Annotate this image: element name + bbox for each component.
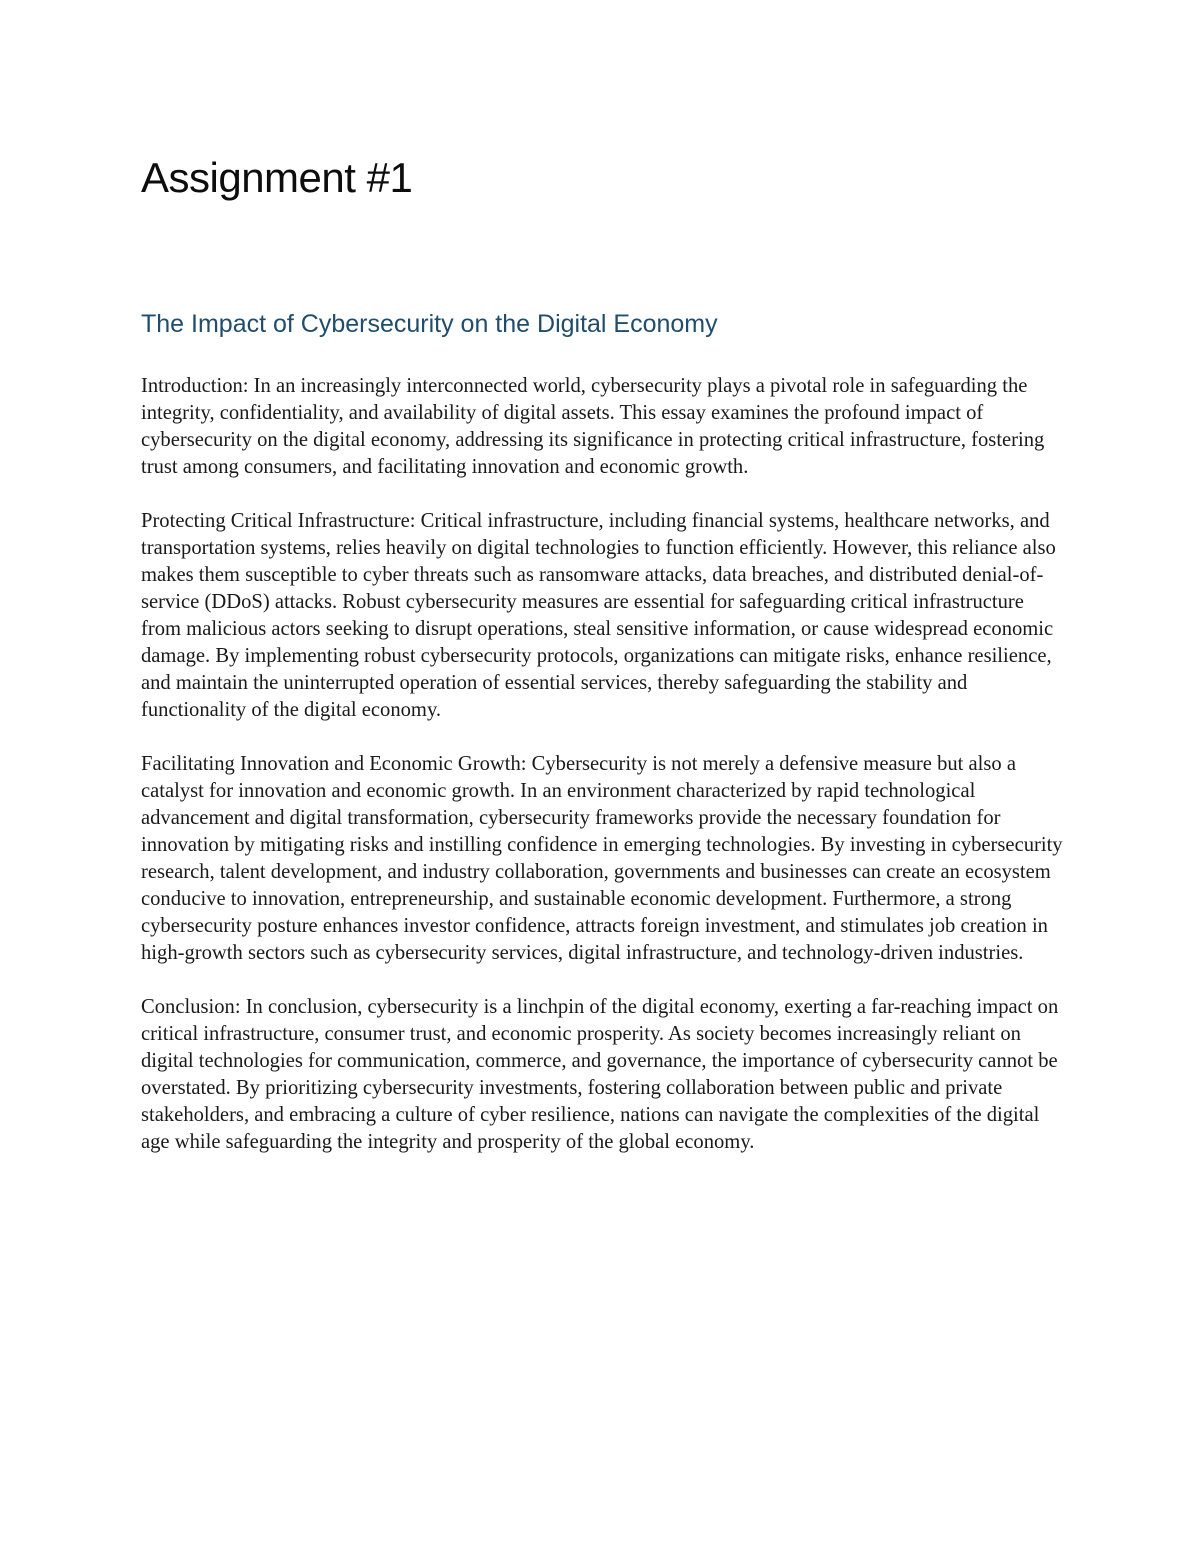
essay-title: The Impact of Cybersecurity on the Digital Economy	[141, 310, 718, 338]
paragraph-introduction: Introduction: In an increasingly interconnected world, cybersecurity plays a pivotal role in safeguarding the integrity, confidentiality, and availability of digital assets. This essay examines the profound impact of cybersecurity on the digital economy, addressing its significance in protecting critical infrastructure, fostering trust among consumers, and facilitating innovation and economic growth.	[141, 375, 1045, 478]
paragraph-protecting-critical-infrastructure: Protecting Critical Infrastructure: Critical infrastructure, including financial systems, healthcare networks, and transportation systems, relies heavily on digital technologies to function efficiently. However, this reliance also makes them susceptible to cyber threats such as ransomware attacks, data breaches, and distributed denial-of-service (DDoS) attacks. Robust cybersecurity measures are essential for safeguarding critical infrastructure from malicious actors seeking to disrupt operations, steal sensitive information, or cause widespread economic damage. By implementing robust cybersecurity protocols, organizations can mitigate risks, enhance resilience, and maintain the uninterrupted operation of essential services, thereby safeguarding the stability and functionality of the digital economy.	[141, 510, 1056, 721]
paragraph-facilitating-innovation: Facilitating Innovation and Economic Growth: Cybersecurity is not merely a defensive measure but also a catalyst for innovation and economic growth. In an environment characterized by rapid technological advancement and digital transformation, cybersecurity frameworks provide the necessary foundation for innovation by mitigating risks and instilling confidence in emerging technologies. By investing in cybersecurity research, talent development, and industry collaboration, governments and businesses can create an ecosystem conducive to innovation, entrepreneurship, and sustainable economic development. Furthermore, a strong cybersecurity posture enhances investor confidence, attracts foreign investment, and stimulates job creation in high-growth sectors such as cybersecurity services, digital infrastructure, and technology-driven industries.	[141, 753, 1063, 964]
document-title: Assignment #1	[141, 154, 413, 201]
essay-body	[141, 373, 1066, 1183]
paragraph-conclusion: Conclusion: In conclusion, cybersecurity is a linchpin of the digital economy, exerting a far-reaching impact on critical infrastructure, consumer trust, and economic prosperity. As society becomes increasingly reliant on digital technologies for communication, commerce, and governance, the importance of cybersecurity cannot be overstated. By prioritizing cybersecurity investments, fostering collaboration between public and private stakeholders, and embracing a culture of cyber resilience, nations can navigate the complexities of the digital age while safeguarding the integrity and prosperity of the global economy.	[141, 996, 1059, 1153]
